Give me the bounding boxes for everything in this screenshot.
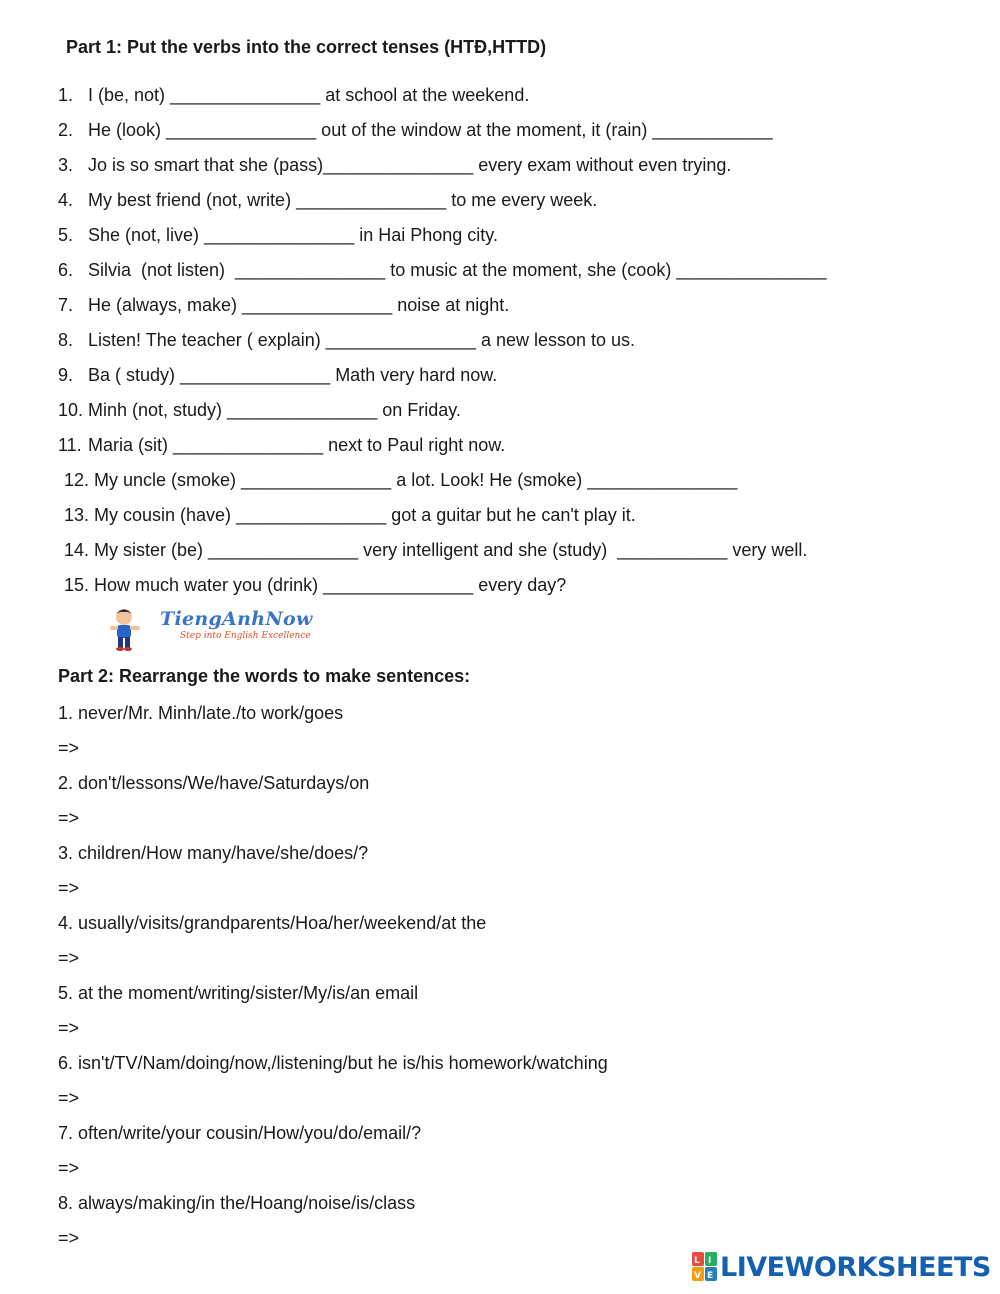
part1-item-7 [58, 293, 509, 317]
item-text: My uncle (smoke) _______________ a lot. Look! He (smoke) _______________ [94, 470, 738, 490]
part1-item-4 [58, 188, 597, 212]
badge-letter-v: V [694, 1271, 701, 1281]
part1-item-15 [64, 573, 566, 597]
part1-item-14 [64, 538, 807, 562]
item-text: Listen! The teacher ( explain) _______________ a new lesson to us. [88, 330, 636, 350]
item-text: I (be, not) _______________ at school at the weekend. [88, 85, 530, 105]
liveworksheets-brand [692, 1252, 992, 1286]
item-number: 4. [58, 190, 74, 210]
item-number: 14. [64, 540, 90, 560]
item-text: My best friend (not, write) _______________ to me every week. [88, 190, 598, 210]
tienganhnow-logo [108, 606, 348, 652]
item-text: He (always, make) _______________ noise at night. [88, 295, 510, 315]
badge-letter-l: L [694, 1256, 700, 1266]
item-text: Minh (not, study) _______________ on Friday. [88, 400, 461, 420]
part1-item-13 [64, 503, 636, 527]
item-number: 12. [64, 470, 90, 490]
boy-mascot-icon [108, 606, 152, 652]
item-text: Silvia (not listen) _______________ to music at the moment, she (cook) _______________ [88, 260, 827, 280]
answer-prompt: => [58, 738, 80, 758]
badge-letter-i: I [708, 1256, 712, 1266]
item-number: 1. [58, 85, 74, 105]
answer-prompt: => [58, 1228, 80, 1248]
answer-prompt: => [58, 1018, 80, 1038]
item-number: 3. [58, 155, 74, 175]
item-text: Ba ( study) _______________ Math very hard now. [88, 365, 498, 385]
item-text: Jo is so smart that she (pass)_______________ every exam without even trying. [88, 155, 732, 175]
item-number: 10. [58, 400, 84, 420]
item-number: 13. [64, 505, 90, 525]
part1-item-12 [64, 468, 737, 492]
logo-name: TiengAnhNow [160, 608, 313, 630]
item-text: How much water you (drink) _______________ every day? [94, 575, 567, 595]
part2-item-3: 3. children/How many/have/she/does/? [58, 843, 369, 863]
item-text: Maria (sit) _______________ next to Paul right now. [88, 435, 506, 455]
part1-title: Part 1: Put the verbs into the correct tenses (HTĐ,HTTD) [66, 37, 547, 57]
badge-letter-e: E [707, 1271, 714, 1281]
item-number: 15. [64, 575, 90, 595]
part2-item-4: 4. usually/visits/grandparents/Hoa/her/weekend/at the [58, 913, 487, 933]
answer-prompt: => [58, 948, 80, 968]
item-text: My cousin (have) _______________ got a guitar but he can't play it. [94, 505, 636, 525]
part1-item-5 [58, 223, 498, 247]
part1-item-10 [58, 398, 461, 422]
part2-item-8: 8. always/making/in the/Hoang/noise/is/class [58, 1193, 416, 1213]
answer-prompt: => [58, 808, 80, 828]
part1-item-9 [58, 363, 497, 387]
part1-item-1 [58, 83, 529, 107]
item-text: She (not, live) _______________ in Hai Phong city. [88, 225, 498, 245]
item-text: He (look) _______________ out of the window at the moment, it (rain) ____________ [88, 120, 773, 140]
item-number: 9. [58, 365, 74, 385]
answer-prompt: => [58, 1158, 80, 1178]
part2-item-6: 6. isn't/TV/Nam/doing/now,/listening/but he is/his homework/watching [58, 1053, 608, 1073]
part2-item-2: 2. don't/lessons/We/have/Saturdays/on [58, 773, 370, 793]
item-number: 6. [58, 260, 74, 280]
item-text: My sister (be) _______________ very intelligent and she (study) ___________ very well. [94, 540, 808, 560]
part1-item-8 [58, 328, 635, 352]
logo-tagline: Step into English Excellence [180, 631, 311, 641]
answer-prompt: => [58, 878, 80, 898]
brand-name: LIVEWORKSHEETS [720, 1252, 991, 1283]
answer-prompt: => [58, 1088, 80, 1108]
part1-item-6 [58, 258, 826, 282]
part2-item-7: 7. often/write/your cousin/How/you/do/email/? [58, 1123, 422, 1143]
item-number: 8. [58, 330, 74, 350]
item-number: 11. [58, 435, 82, 455]
item-number: 7. [58, 295, 74, 315]
item-number: 2. [58, 120, 74, 140]
live-badge-icon [692, 1252, 718, 1282]
part1-item-11 [58, 433, 505, 457]
part2-item-1: 1. never/Mr. Minh/late./to work/goes [58, 703, 344, 723]
part2-title: Part 2: Rearrange the words to make sentences: [58, 666, 471, 686]
item-number: 5. [58, 225, 74, 245]
part1-item-2 [58, 118, 772, 142]
part2-item-5: 5. at the moment/writing/sister/My/is/an email [58, 983, 419, 1003]
part1-item-3 [58, 153, 731, 177]
